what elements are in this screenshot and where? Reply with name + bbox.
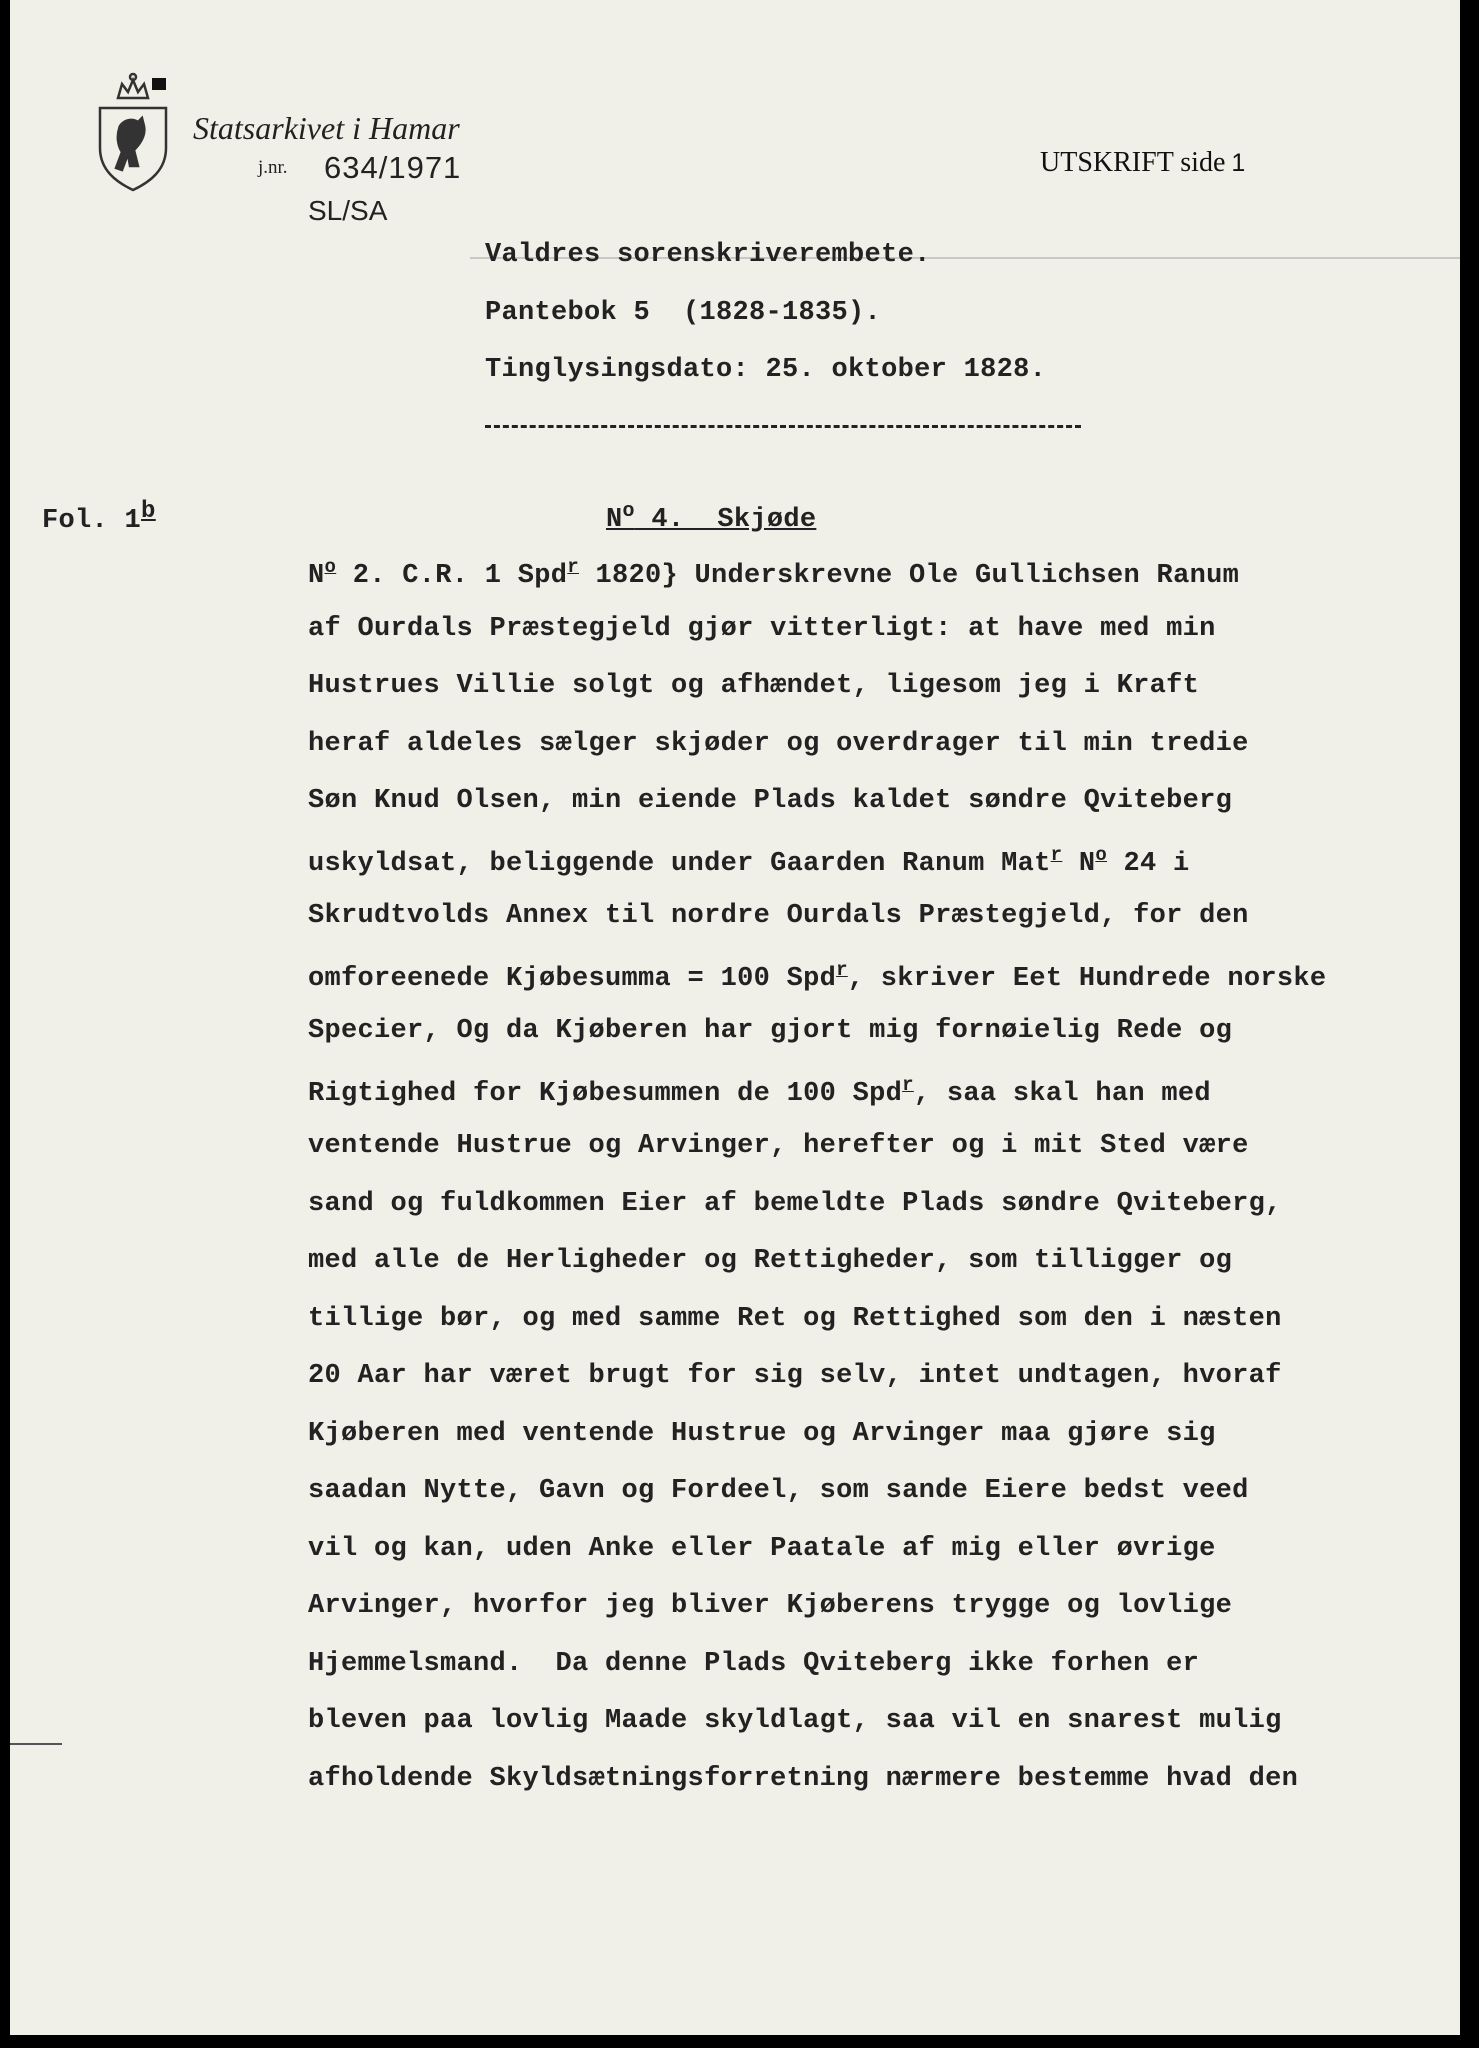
journal-number: 634/1971 bbox=[324, 150, 462, 185]
line-segment: vil og kan, uden Anke eller Paatale af mig eller øvrige bbox=[308, 1533, 1216, 1564]
entry-title bbox=[606, 500, 816, 535]
deed-text-line bbox=[308, 1419, 1326, 1477]
utskrift-heading bbox=[1040, 147, 1245, 179]
entry-title-sup: o bbox=[622, 500, 635, 523]
line-segment: , saa skal han med bbox=[913, 1078, 1211, 1109]
folio-label bbox=[42, 498, 156, 536]
margin-tick bbox=[10, 1743, 62, 1745]
signer-initials: SL/SA bbox=[308, 195, 388, 226]
deed-text-line bbox=[308, 1074, 1326, 1132]
journal-number-label: j.nr. bbox=[258, 157, 288, 178]
line-segment: N bbox=[308, 561, 325, 591]
line-segment: bleven paa lovlig Maade skyldlagt, saa vil en snarest mulig bbox=[308, 1706, 1282, 1736]
deed-text bbox=[308, 556, 1326, 1821]
line-segment: med alle de Herligheder og Rettigheder, som tilligger og bbox=[308, 1246, 1233, 1276]
office-line: Valdres sorenskriverembete. bbox=[485, 240, 931, 270]
line-segment: Rigtighed for Kjøbesummen de 100 Spd bbox=[308, 1078, 903, 1109]
line-segment: Specier, Og da Kjøberen har gjort mig fornøielig Rede og bbox=[308, 1016, 1233, 1046]
deed-text-line bbox=[308, 556, 1326, 614]
deed-text-line bbox=[308, 1476, 1326, 1534]
entry-title-text: 4. Skjøde bbox=[634, 505, 817, 535]
line-segment: ventende Hustrue og Arvinger, herefter og i mit Sted være bbox=[308, 1131, 1249, 1161]
line-segment: omforeenede Kjøbesumma = 100 Spd bbox=[308, 963, 837, 994]
date-line: Tinglysingsdato: 25. oktober 1828. bbox=[485, 355, 1047, 385]
line-segment: Hjemmelsmand. Da denne Plads Qviteberg ikke forhen er bbox=[308, 1648, 1200, 1679]
scan-border-right bbox=[1460, 0, 1479, 2048]
deed-text-line bbox=[308, 614, 1326, 672]
book-line: Pantebok 5 (1828-1835). bbox=[485, 298, 882, 328]
line-segment: Arvinger, hvorfor jeg bliver Kjøberens trygge og lovlige bbox=[308, 1591, 1233, 1621]
deed-text-line bbox=[308, 844, 1326, 902]
archive-name: Statsarkivet i Hamar bbox=[193, 110, 460, 146]
line-segment: 1820} Underskrevne Ole Gullichsen Ranum bbox=[578, 561, 1240, 591]
line-segment: , skriver Eet Hundrede norske bbox=[847, 963, 1327, 994]
dashed-rule bbox=[485, 425, 1081, 428]
line-segment: 2. C.R. 1 Spd bbox=[336, 561, 568, 591]
line-segment: uskyldsat, beliggende under Gaarden Ranum Mat bbox=[308, 848, 1051, 879]
coat-of-arms-icon bbox=[92, 70, 174, 192]
line-segment: Hustrues Villie solgt og afhændet, ligesom jeg i Kraft bbox=[308, 671, 1200, 701]
line-segment: 20 Aar har været brugt for sig selv, intet undtagen, hvoraf bbox=[308, 1361, 1282, 1391]
deed-text-line bbox=[308, 671, 1326, 729]
superscript: r bbox=[567, 556, 579, 578]
deed-text-line bbox=[308, 786, 1326, 844]
line-segment: af Ourdals Præstegjeld gjør vitterligt: at have med min bbox=[308, 613, 1216, 644]
deed-text-line bbox=[308, 1304, 1326, 1362]
utskrift-label: UTSKRIFT side bbox=[1040, 147, 1226, 178]
superscript: r bbox=[902, 1073, 914, 1096]
folio-sup: b bbox=[141, 498, 156, 525]
line-segment: Søn Knud Olsen, min eiende Plads kaldet søndre Qviteberg bbox=[308, 786, 1233, 816]
line-segment: Kjøberen med ventende Hustrue og Arvinger maa gjøre sig bbox=[308, 1418, 1216, 1449]
deed-text-line bbox=[308, 1361, 1326, 1419]
deed-text-line bbox=[308, 1764, 1326, 1822]
deed-text-line bbox=[308, 1649, 1326, 1707]
line-segment: saadan Nytte, Gavn og Fordeel, som sande Eiere bedst veed bbox=[308, 1476, 1249, 1506]
superscript: r bbox=[1050, 843, 1063, 866]
superscript: o bbox=[1095, 843, 1108, 866]
superscript: r bbox=[836, 958, 848, 981]
entry-title-prefix: N bbox=[606, 505, 623, 535]
line-segment: tillige bør, og med samme Ret og Rettighed som den i næsten bbox=[308, 1303, 1282, 1334]
line-segment: N bbox=[1062, 848, 1096, 879]
line-segment: sand og fuldkommen Eier af bemeldte Plads søndre Qviteberg, bbox=[308, 1188, 1282, 1219]
line-segment: Skrudtvolds Annex til nordre Ourdals Præstegjeld, for den bbox=[308, 901, 1249, 931]
deed-text-line bbox=[308, 1131, 1326, 1189]
line-segment: afholdende Skyldsætningsforretning nærmere bestemme hvad den bbox=[308, 1763, 1299, 1794]
folio-text: Fol. 1 bbox=[42, 506, 142, 536]
deed-text-line bbox=[308, 959, 1326, 1017]
superscript: o bbox=[324, 556, 337, 578]
deed-text-line bbox=[308, 1246, 1326, 1304]
page-number: 1 bbox=[1231, 149, 1246, 177]
line-segment: 24 i bbox=[1107, 848, 1190, 879]
deed-text-line bbox=[308, 1189, 1326, 1247]
deed-text-line bbox=[308, 1534, 1326, 1592]
deed-text-line bbox=[308, 1591, 1326, 1649]
line-segment: heraf aldeles sælger skjøder og overdrager til min tredie bbox=[308, 728, 1249, 759]
deed-text-line bbox=[308, 1016, 1326, 1074]
deed-text-line bbox=[308, 729, 1326, 787]
deed-text-line bbox=[308, 1706, 1326, 1764]
deed-text-line bbox=[308, 901, 1326, 959]
